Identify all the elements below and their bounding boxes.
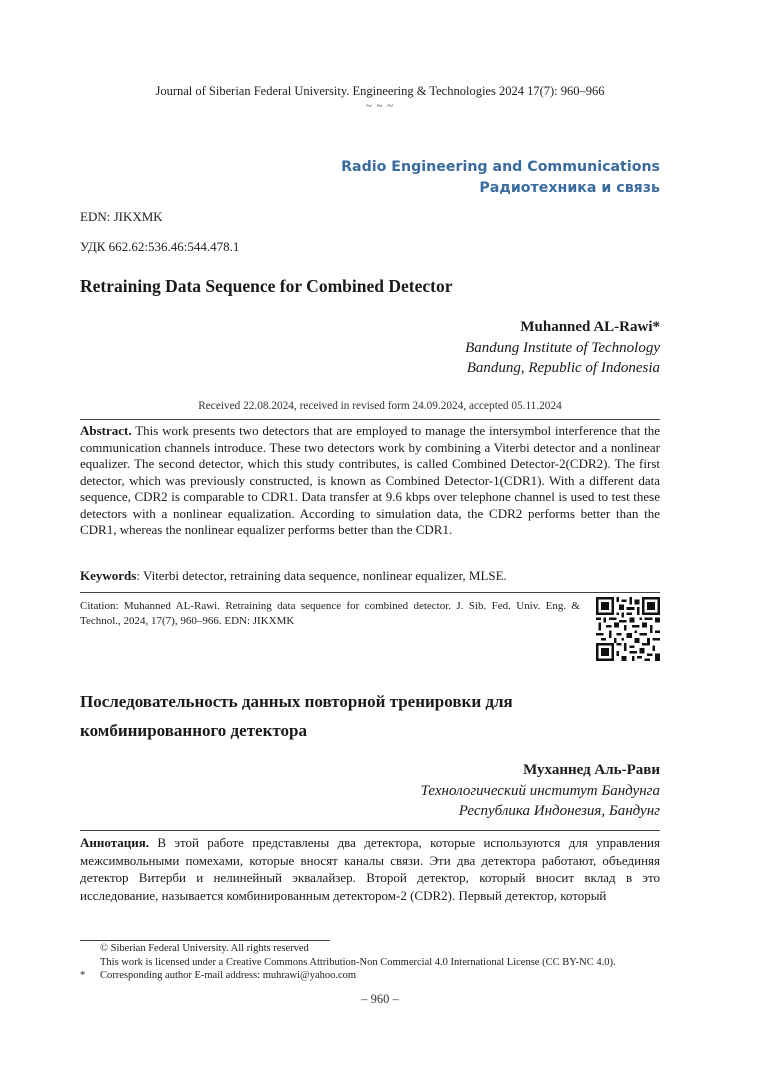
citation: Citation: Muhanned AL-Rawi. Retraining data sequence for combined detector. J. Sib. Fed. Univ. Eng. & Technol., 2024, 17(7), 960–966. EDN: JIKXMK (80, 600, 580, 627)
qr-code-icon[interactable] (596, 597, 660, 661)
affiliation-ru-1: Технологический институт Бандунга (420, 783, 660, 799)
abstract-en (80, 423, 660, 539)
abstract-ru-label: Аннотация. (80, 835, 150, 850)
received-dates: Received 22.08.2024, received in revised form 24.09.2024, accepted 05.11.2024 (198, 400, 562, 412)
article-title-ru: Последовательность данных повторной тренировки для комбинированного детектора (80, 692, 513, 740)
affiliation-en-2: Bandung, Republic of Indonesia (466, 360, 660, 376)
keywords-label: Keywords (80, 568, 137, 583)
header-separator: ~ ~ ~ (365, 100, 395, 112)
abstract-ru-text: В этой работе представлены два детектора, которые используются для управления межсимвольными помехами, которые вносят каналы связи. Эти два детектора работают, объединяя детектор Витерби и нелинейный эквалайзер. Второй детектор, который вносит вклад в это исследование, называется комбинированным детектором-2 (CDR2). Первый детектор, который (80, 835, 660, 903)
divider (80, 419, 660, 420)
udk-code: УДК 662.62:536.46:544.478.1 (80, 239, 240, 254)
corresponding-email[interactable]: Corresponding author E-mail address: muhrawi@yahoo.com (100, 970, 357, 981)
footnote-star: * (80, 970, 86, 981)
divider (80, 592, 660, 593)
corresponding-note (80, 970, 670, 981)
abstract-label: Abstract. (80, 423, 132, 438)
copyright-note: © Siberian Federal University. All rights reserved (100, 943, 309, 954)
section-title-ru: Радиотехника и связь (479, 180, 660, 196)
author-name-en: Muhanned AL-Rawi* (520, 319, 660, 335)
author-name-ru: Муханнед Аль-Рави (523, 762, 660, 778)
article-title-en: Retraining Data Sequence for Combined Detector (80, 276, 453, 296)
abstract-text: This work presents two detectors that are employed to manage the intersymbol interference that the communication channels introduce. These two detectors work by combining a Viterbi detector and a nonlinear equalizer. The second detector, which this study contributes, is called Combined Detector-2(CDR2). The first detector, which was previously constructed, is known as Combined Detector-1(CDR1). With a different data sequence, CDR2 is comparable to CDR1. Data transfer at 9.6 kbps over telephone channel is used to test these detectors with a nonlinear equalization. According to simulation data, the CDR2 performs better than the CDR1, whereas the nonlinear equalizer performs better than the CDR1. (80, 423, 660, 537)
journal-header: Journal of Siberian Federal University. Engineering & Technologies 2024 17(7): 960–966 (155, 84, 605, 98)
keywords-text: : Viterbi detector, retraining data sequence, nonlinear equalizer, MLSE. (136, 568, 507, 583)
page-number: – 960 – (361, 992, 399, 1006)
keywords (80, 568, 660, 584)
divider (80, 830, 660, 831)
section-title-en: Radio Engineering and Communications (341, 159, 660, 175)
edn-code: EDN: JIKXMK (80, 209, 163, 224)
license-note: This work is licensed under a Creative Commons Attribution-Non Commercial 4.0 International License (CC BY-NC 4.0). (100, 957, 616, 968)
affiliation-ru-2: Республика Индонезия, Бандунг (458, 803, 660, 819)
footnote-divider (80, 940, 330, 941)
abstract-ru (80, 834, 660, 904)
affiliation-en-1: Bandung Institute of Technology (465, 340, 660, 356)
